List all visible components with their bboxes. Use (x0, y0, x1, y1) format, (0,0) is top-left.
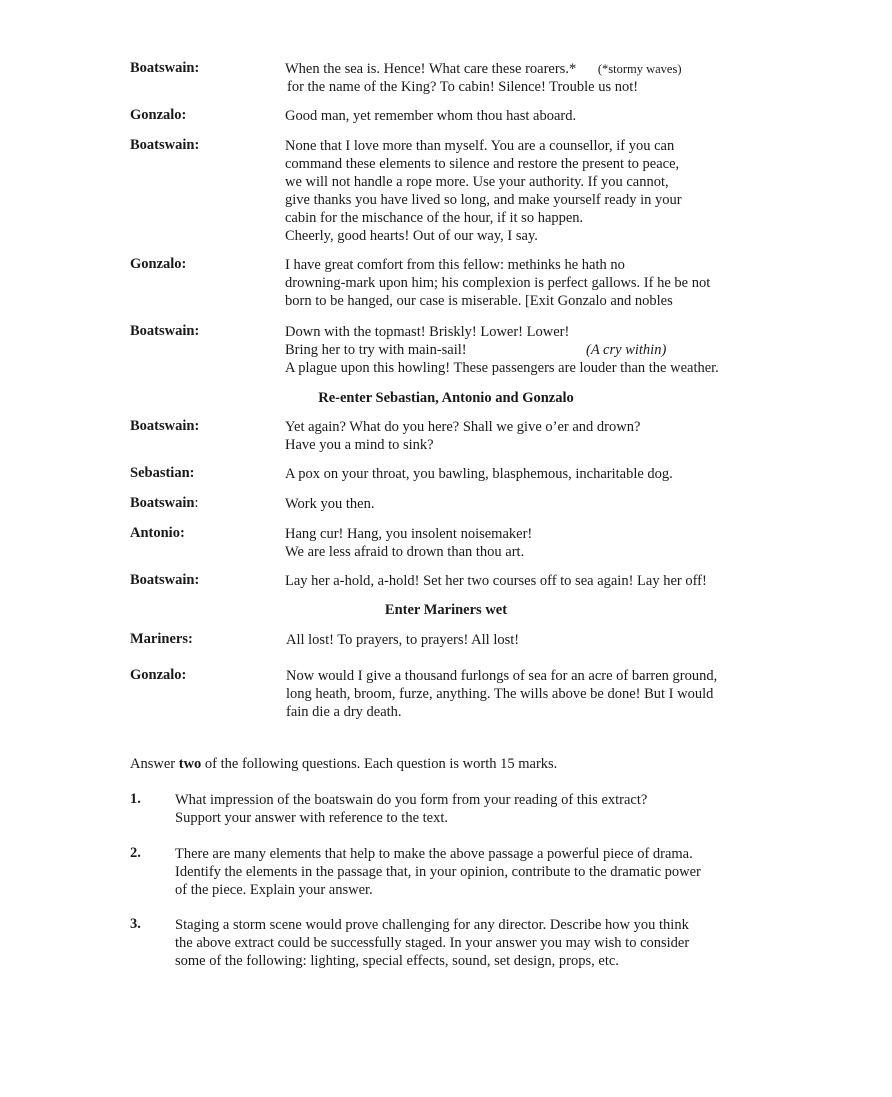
speech-line: Down with the topmast! Briskly! Lower! Lower! (285, 324, 570, 340)
question-line: the above extract could be successfully staged. In your answer you may wish to consider (175, 935, 690, 951)
speech-line: Have you a mind to sink? (285, 437, 434, 453)
speech-line: Work you then. (285, 496, 375, 512)
speaker-name: Boatswain: (130, 323, 200, 339)
speech-line: command these elements to silence and restore the present to peace, (285, 156, 680, 172)
speech-line: I have great comfort from this fellow: methinks he hath no (285, 257, 625, 273)
speech-line: Good man, yet remember whom thou hast aboard. (285, 108, 577, 124)
speaker-name: Boatswain: (130, 495, 199, 511)
speaker-name: Gonzalo: (130, 667, 187, 683)
speech-line: fain die a dry death. (286, 704, 402, 720)
speaker-name: Boatswain: (130, 418, 200, 434)
speech-line: None that I love more than myself. You are a counsellor, if you can (285, 138, 675, 154)
speech-line: We are less afraid to drown than thou art. (285, 544, 525, 560)
speaker-name: Boatswain: (130, 137, 200, 153)
speech-line: cabin for the mischance of the hour, if it so happen. (285, 210, 584, 226)
stage-direction: Re-enter Sebastian, Antonio and Gonzalo (318, 390, 574, 406)
speech-line: drowning-mark upon him; his complexion is perfect gallows. If he be not (285, 275, 711, 291)
question-number: 2. (130, 845, 141, 861)
speaker-name: Sebastian: (130, 465, 195, 481)
speech-line: When the sea is. Hence! What care these roarers.* (285, 61, 577, 77)
speech-line: Now would I give a thousand furlongs of sea for an acre of barren ground, (286, 668, 718, 684)
exam-instructions: Answer two of the following questions. Each question is worth 15 marks. (130, 756, 558, 772)
stage-direction: Enter Mariners wet (384, 602, 508, 618)
speech-line: for the name of the King? To cabin! Silence! Trouble us not! (287, 79, 639, 95)
speaker-name: Gonzalo: (130, 107, 187, 123)
speaker-name: Antonio: (130, 525, 185, 541)
speech-line: long heath, broom, furze, anything. The wills above be done! But I would (286, 686, 714, 702)
speech-line: Lay her a-hold, a-hold! Set her two courses off to sea again! Lay her off! (285, 573, 707, 589)
speaker-name: Mariners: (130, 631, 193, 647)
speech-line: A pox on your throat, you bawling, blasphemous, incharitable dog. (285, 466, 673, 482)
speech-line: All lost! To prayers, to prayers! All lost! (286, 632, 520, 648)
speech-line: Yet again? What do you here? Shall we give o’er and drown? (285, 419, 641, 435)
question-line: some of the following: lighting, special effects, sound, set design, props, etc. (175, 953, 619, 969)
speaker-name: Boatswain: (130, 572, 200, 588)
question-line: of the piece. Explain your answer. (175, 882, 373, 898)
speech-line: we will not handle a rope more. Use your authority. If you cannot, (285, 174, 669, 190)
speech-line: Bring her to try with main-sail! (285, 342, 467, 358)
question-line: There are many elements that help to make the above passage a powerful piece of drama. (175, 846, 693, 862)
stage-aside: (A cry within) (586, 342, 667, 358)
question-line: Support your answer with reference to the text. (175, 810, 448, 826)
speaker-name: Gonzalo: (130, 256, 187, 272)
speech-line: born to be hanged, our case is miserable. [Exit Gonzalo and nobles (285, 293, 673, 309)
speaker-name: Boatswain: (130, 60, 200, 76)
speech-line: A plague upon this howling! These passengers are louder than the weather. (285, 360, 719, 376)
footnote-gloss: (*stormy waves) (597, 62, 682, 76)
question-line: Staging a storm scene would prove challenging for any director. Describe how you think (175, 917, 689, 933)
speech-line: give thanks you have lived so long, and make yourself ready in your (285, 192, 682, 208)
question-line: Identify the elements in the passage that, in your opinion, contribute to the dramatic power (175, 864, 701, 880)
speech-line: Cheerly, good hearts! Out of our way, I say. (285, 228, 538, 244)
question-number: 3. (130, 916, 141, 932)
question-number: 1. (130, 791, 141, 807)
speech-line: Hang cur! Hang, you insolent noisemaker! (285, 526, 533, 542)
question-line: What impression of the boatswain do you form from your reading of this extract? (175, 792, 648, 808)
